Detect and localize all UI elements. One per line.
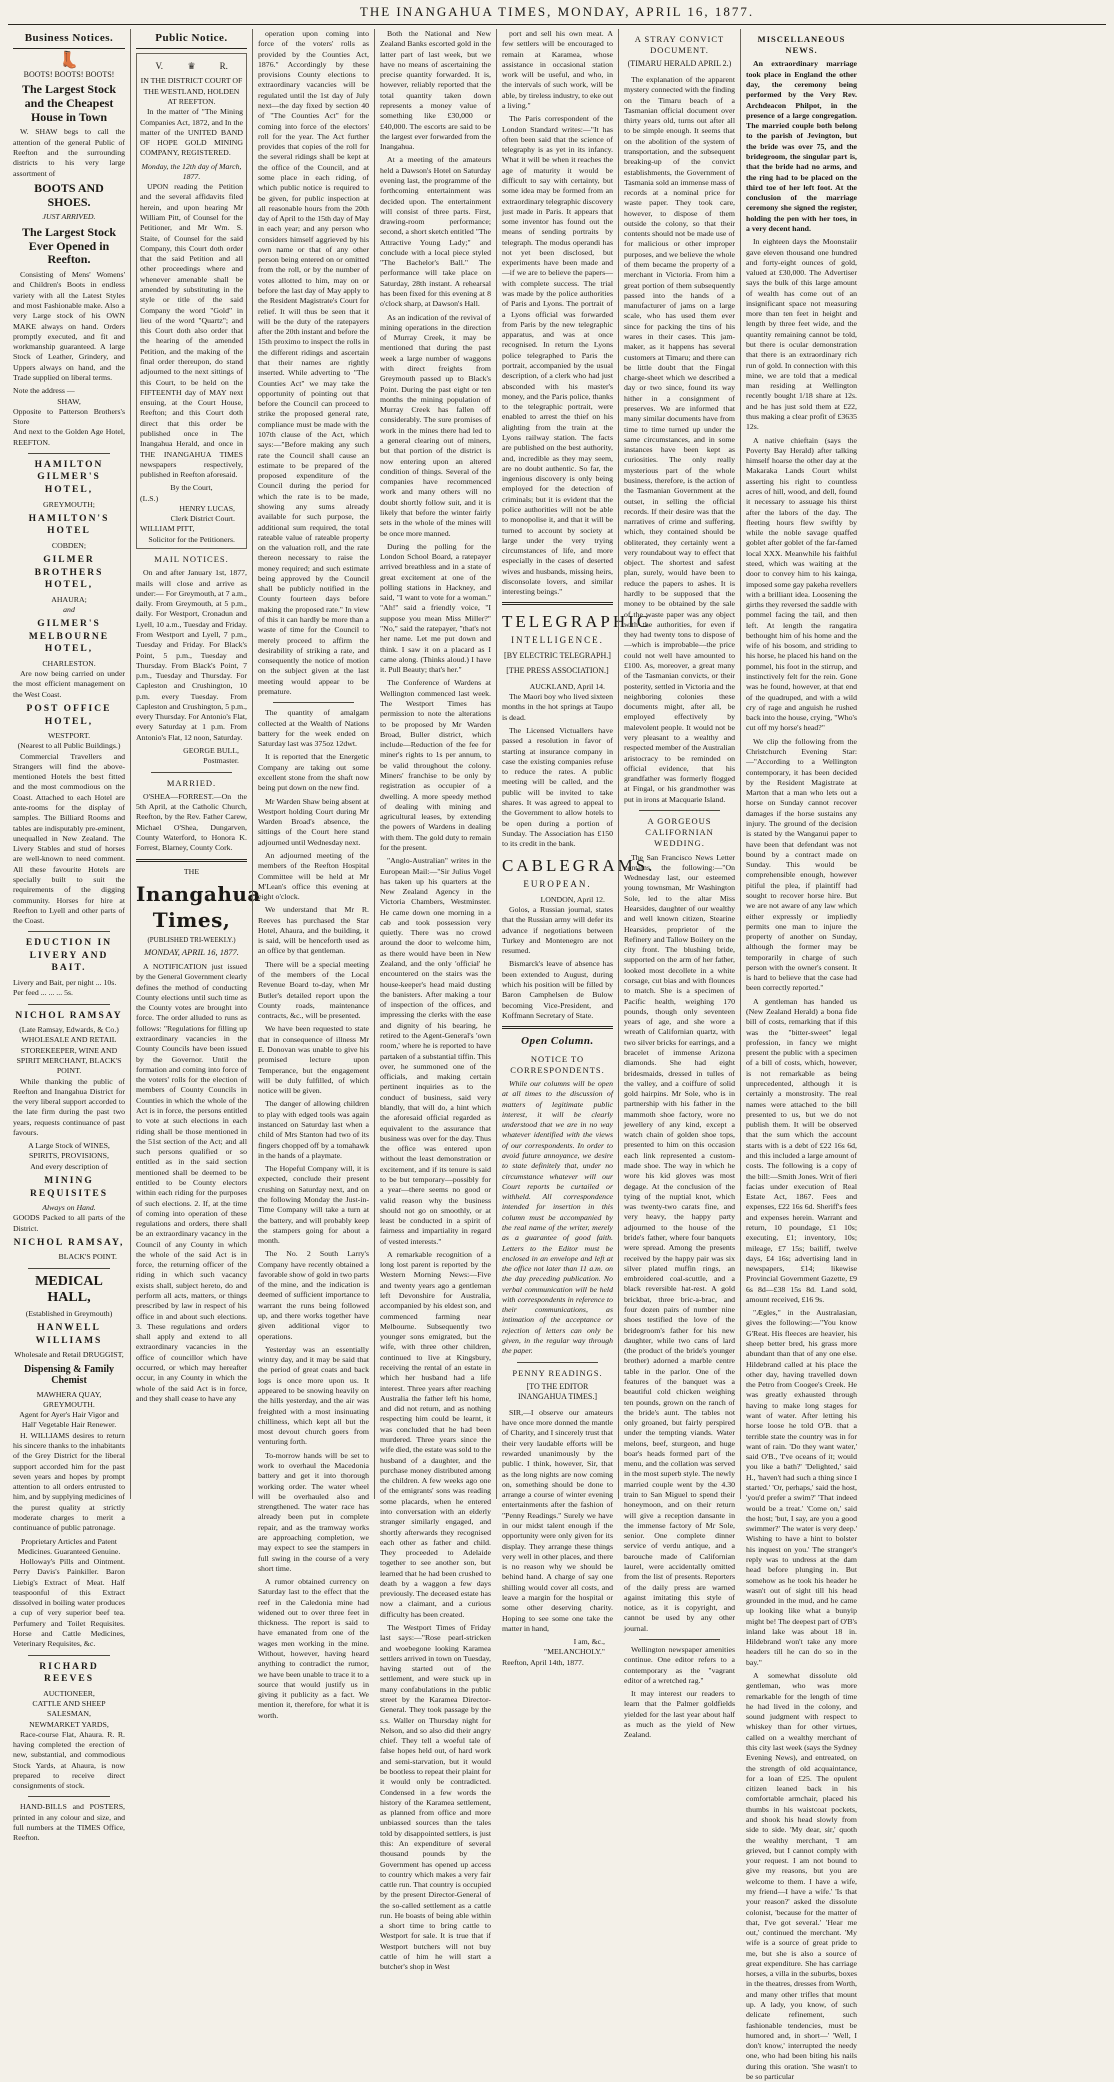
news-item: As an indication of the revival of mining operations in the direction of Murray Creek, it may be mentioned that during the past week a large number of waggons with direct freights from Greymouth passed up to Black's Point. During the past eight or ten months the mining population of Murray Creek has fallen off considerably. The sure promises of work in the mines there had led to a general clearing out of miners, but that portion of the district is now entering upon an altered condition of things. Several of the companies have recommenced work and many others will no doubt shortly follow suit, and it is likely that before the winter fairly sets in the whole of the mines will be once more manned.: [380, 312, 491, 538]
cablegram-item: Bismarck's leave of absence has been extended to August, during which his position will be filled by Baron Camphelsen de Bulow becoming Vice-President, and Koffmann Secretary of State.: [502, 959, 613, 1020]
cablegram-item: Golos, a Russian journal, states that the Russian army will defer its advance if negotiations between Turkey and Montenegro are not resumed.: [502, 904, 613, 956]
boot-icon: 👢: [59, 51, 79, 69]
news-item: The Westport Times of Friday last says:—"Rose pearl-stricken and woebegone looking Karamea settlers arrived in town on Tuesday, having started out of the settlement, and were stuck up in many confabulations in the public street by the Karamea Director-General. They took passage by the s.s. Waller on Thursday night for Nelson, and so also did their angry chief. They tell a woeful tale of false hopes held out, of hard work and semi-starvation, but it would be bootless to repeat their plaint for it would only be contradicted. Condensed in a few words the history of the Karamea settlement, as planned from office and more unbiassed sources than the tales told by disappointed settlers, is just this: An expenditure of several thousand pounds by the Government has opened up access to country which makes a very fair cattle run. That country is occupied by the present Director-General of the so-called settlement as a cattle run. He boasts of being able within a short time to bring cattle to Westport for sale. It is true that if Westport butchers will not buy cattle of him he will start a butcher's shop in West: [380, 1623, 491, 1972]
divider: [28, 1004, 110, 1005]
reeves-body: Race-course Flat, Ahaura. R. R. having completed the erection of new, substantial, and commodious Stock Yards, at Ahaura, is now prepared to receive direct consignments of stock.: [13, 1729, 125, 1791]
nameplate: Inangahua Times,: [136, 881, 261, 933]
news-item: We clip the following from the Christchurch Evening Star:—"According to a Wellington contemporary, it has been decided by the Resident Magistrate at Marton that a man who lets out a horse on Sunday cannot recover damages if the horse sustains any injury. The ground of the decision is stated by the Wanganui paper to have been that defendant was not bound by a contract made on Sunday. This would be comprehensible enough, however pitiful the plea, if plaintiff had sought to recover horse hire. But we are not aware of any law which either expressly or impliedly permits one man to injure the property of another on Sunday, although the former may be temporarily in charge of such person with the owner's consent. It is hard to believe that the case had been correctly reported.": [746, 736, 857, 993]
telegraphic-dateline: AUCKLAND, April 14.: [529, 681, 605, 691]
court-date: Monday, the 12th day of March, 1877.: [141, 161, 242, 181]
boots-headline-2: The Largest Stock Ever Opened in Reefton.: [22, 224, 116, 267]
hotel-1-place: GREYMOUTH;: [43, 499, 95, 509]
divider: [639, 810, 720, 811]
court-matter: In the matter of "The Mining Companies Act, 1872, and In the matter of the UNITED BAND OF HOPE GOLD MINING COMPANY, REGISTERED.: [140, 107, 243, 158]
telegraphic-press: [THE PRESS ASSOCIATION.]: [506, 666, 609, 676]
medical-hall-agent: Agent for Ayer's Hair Vigor and Hall' Vegetable Hair Renewer.: [19, 1410, 119, 1430]
news-item: The Hopeful Company will, it is expected, conclude their present crushing on Saturday next, and on the following Monday the Just-in-Time Company will take a turn at the battery, and will probably keep the stampers going for about a month.: [258, 1164, 369, 1246]
boots-list: Consisting of Mens' Womens' and Children's Boots in endless variety with all the Latest Styles and most Fashionable make. Also a very Large stock of his OWN MAKE always on hand. Orders promptly executed, and fit and workmanship guaranteed. A large Stock of Leather, Grindery, and Uppers always on hand, and the Trade supplied on liberal terms.: [13, 270, 125, 382]
cablegrams-subheading: EUROPEAN.: [523, 878, 592, 889]
news-item: Both the National and New Zealand Banks escorted gold in the latter part of last week, but we have no means of ascertaining the precise quantity forwarded. It is, however, reliably reported that the total quantity taken down represents a money value of something like £30,000 or £40,000. The escorts are said to be the largest ever forwarded from the Inangahua.: [380, 29, 491, 152]
livery-line-2: Per feed ... ... ... 5s.: [13, 988, 73, 998]
medical-hall-body: H. WILLIAMS desires to return his sincere thanks to the inhabitants of the Grey District for the liberal support accorded him for the past seven years and hopes by prompt attention to all orders entrusted to him, and by supplying medicines of the purest quality at strictly moderate charges to merit a continuance of public patronage.: [13, 1430, 125, 1533]
hotel-2-place: COBDEN;: [51, 540, 87, 550]
boots-note: Note the address —: [13, 386, 75, 396]
news-item: The No. 2 South Larry's Company have recently obtained a favorable show of gold in two parts of the mine, and the indication is deemed of sufficient importance to warrant the runs being followed up, and there works together have given additional vigor to operations.: [258, 1249, 369, 1341]
post-office-hotel-note: (Nearest to all Public Buildings.): [17, 741, 121, 751]
public-notice-heading: Public Notice.: [136, 31, 247, 49]
column-1: [8, 29, 130, 1843]
stray-convict-heading: A STRAY CONVICT DOCUMENT.: [634, 34, 725, 56]
seal-r: R.: [219, 60, 228, 71]
post-office-hotel-name: POST OFFICE HOTEL,: [26, 704, 112, 727]
reeves-role: AUCTIONEER,: [43, 1688, 95, 1698]
married-body: O'SHEA—FORREST.—On the 5th April, at the Catholic Church, Reefton, by the Rev. Father Carew, Michael O'Shea, Dungarven, County Waterford, to Honora K. Forrest, Blarney, County Cork.: [136, 791, 247, 853]
cablegrams-dateline: LONDON, April 12.: [540, 894, 605, 904]
post-office-hotel-body: Commercial Travellers and Strangers will find the above-mentioned Hotels the best fitted and the most commodious on the Coast. Attached to each Hotel are ante-rooms for the display of samples. The Billiard Rooms and tables are indisputably pre-eminent, unequalled in New Zealand. The Livery Stables and stud of horses are well-known to need comment. All these favourite Hotels are specially built to suit the requirements of the digging community. Horses for hire at Reefton to Lyell and other parts of the Coast.: [13, 751, 125, 926]
divider: [517, 1362, 598, 1363]
cablegrams-heading: CABLEGRAMS.: [502, 856, 656, 876]
medical-hall-est: (Established in Greymouth): [25, 1308, 113, 1318]
news-item: A gentleman has handed us (New Zealand Herald) a bona fide bill of costs, remarking that if this was the "bitter-sweet" legal profession, in fancy we might present the public with a specimen of a bill of costs, which, however, is not remarkable as being unprecedented, although it is certainly a monstrosity. The real names were attached to the bill presented to us, but we do not publish them. It will be observed that the sum which the account starts with is a debt of £22 16s 6d, and this included a large amount of costs. The following is a copy of the bill:—Smith Jones. Writ of fieri facias under execution of Real Estate Act, 1867. Fees and expenses, £22 16s 6d. Sheriff's fees and expenses herein. Warrant and return, 10 poundage, £1 10s; executing, £1; inventory, 10s; mileage, £7 15s; bailiff, twelve days, £4 16s; advertising land in newspapers, £14; likewise Provincial Government Gazette, £9 6s 8d—£38 15s 8d. Land sold, amount received, £16 9s.: [746, 996, 857, 1304]
medical-hall-town: GREYMOUTH.: [43, 1399, 95, 1409]
news-item: At a meeting of the amateurs held a Dawson's Hotel on Saturday evening last, the programme of the forthcoming entertainment was decided upon. The entertainment will consist of three parts. First, drawing-room performance; second, a short sketch entitled "The Attractive Young Lady;" and conclude with a local piece styled "The Bachelor's Ball." The performance will take place on Saturday, 28th instant. A rehearsal has been fixed for this evening at 8 o'clock sharp, at Dawson's Hall.: [380, 155, 492, 309]
reeves-place: NEWMARKET YARDS,: [29, 1719, 109, 1729]
ramsay-name: NICHOL RAMSAY: [15, 1010, 123, 1021]
penny-readings-sign-1: I am, &c.,: [573, 1637, 605, 1647]
stray-convict-source: (TIMARU HERALD APRIL 2.): [627, 59, 732, 69]
reeves-trade: CATTLE AND SHEEP SALESMAN,: [32, 1698, 106, 1719]
married-heading: MARRIED.: [166, 777, 217, 788]
nameplate-published: (PUBLISHED TRI-WEEKLY.): [147, 935, 236, 944]
news-item: A somewhat dissolute old gentleman, who was more remarkable for the length of time he had lived in the colony, and sound judgment with respect to whiskey than for other virtues, called on a wealthy merchant of this city last week (says the Sydney Evening News), and entreated, on the strength of old acquaintance, for a loan of £25. The opulent citizen leaned back in his comfortable armchair, placed his thumbs in his waistcoat pockets, and shook his head slowly from side to side. 'My dear, sir,' quoth the wealthy merchant, 'I am grieved, but I cannot comply with your request. I am not bound to give my reasons, but you are welcome to them. I have a wife, my friend—I have a wife.' 'Is that your reason?' asked the dissolute colonist, 'because for the matter of that, I've got several.' 'Hear me out,' continued the merchant. 'My wife is a source of great pride to me, but she is also a source of great expenditure. She has carriage horses, a villa in the suburbs, boxes in the theatres, dresses from Worth, and many other trifles that mount up. A lady, you know, of such delicate refinement, such fashionable tendencies, must be humored and, in short—' 'Well, I don't know,' interrupted the needy one, who had been biting his nails during this oration. 'She wasn't to be so particular: [746, 1671, 857, 2081]
divider: [502, 602, 613, 605]
court-title: IN THE DISTRICT COURT OF THE WESTLAND, HOLDEN AT REEFTON.: [140, 76, 243, 106]
news-item: port and sell his own meat. A few settlers will be encouraged to remain at Karamea, whose assistance in occasional station work will be useful, and who, in the intervals of such work, will be able, by tireless industry, to eke out a living.": [502, 29, 613, 110]
medical-hall-proprietary: Proprietary Articles and Patent Medicines. Guaranteed Genuine.: [17, 1536, 121, 1556]
leading-article: A NOTIFICATION just issued by the General Government clearly defines the method of conducting County elections until such time as the County votes are brought into force. The order alluded to runs as follows: "Regulations for filling up extraordinary vacancies in the County Councils have been issued by the Governor. Until the formation and coming into force of the voters' rolls for the election of members of County Councils in Counties in which the whole of the Act is in force, the persons entitled to vote at such elections in each riding shall be those mentioned in the 51st section of the Act; and all such persons qualified or so entitled as in the said section mentioned shall be deemed to be entitled to be County electors within each riding for the purposes of such elections. 2. If, at the time of coming into operation of these regulations and orders, there shall be an extraordinary vacancy in the Council of any County in which the whole of the said Act is in force, the returning officer of the riding in which such vacancy exists shall, subject hereto, do and perform all acts, matters, or things prescribed by law in respect of his office in and about such elections. 3. These regulations and orders shall apply and extend to all extraordinary vacancies in the office of councillor which have occurred, or which may hereafter occur, in any County in which the whole of the said Act is in force, and they shall cease to have any: [136, 962, 247, 1403]
column-4: [374, 29, 496, 1972]
mail-notices-body: On and after January 1st, 1877, mails will close and arrive as under:— For Greymouth, at 7 a.m., daily. From Greymouth, at 5 p.m., daily. For Westport, Cronadun and Lyell, 10 a.m., Tuesday and Friday. From Westport and Lyell, 7 p.m., Tuesday and Friday. For Black's Point, 5 p.m., Tuesday and Thursday. From Black's Point, 7 p.m., Tuesday and Thursday. For Capleston and Crushington, 10 p.m. every Tuesday. From Capleston and Crushington, 5 p.m., every Thursday. For Antonio's Flat, every Saturday at 1 p.m. From Antonio's Flat, 12 noon, Saturday.: [136, 568, 247, 742]
boots-item: BOOTS AND SHOES.: [34, 180, 104, 209]
penny-readings-to: [TO THE EDITOR INANGAHUA TIMES.]: [518, 1381, 597, 1402]
news-item: "Anglo-Australian" writes in the European Mail:—"Sir Julius Vogel has taken up his quarters at the New Zealand Agency in the Victoria Chambers, Westminster. He came down one morning in a cab and took possession very quietly. There was no crowd around the door to welcome him, as there would have been in New Zealand, and the only 'official' he encountered on the stairs was the house-keeper's head maid dusting the banisters. After making a tour of inspection of the offices, and impressing the clerks with the ease and dignity of his bearing, he retired to the Agent-General's 'own room,' where he is reported to have partaken of a substantial tiffin. This over, he summoned one of the officials, and making certain pertinent inquiries as to the conduct of business, said very blandly, that will do, a hint which the aforesaid official regarded as equivalent to the assurance that business was over for the day. Thus the office was entered upon without the least demonstration or excitement, and if its tenure is said to be but temporary—possibly for a year—there seems no good or valid reason why the business should not go on smoothly, or at least be conducted in a spirit of fairness and impartiality in regard of vested interests.": [380, 856, 492, 1246]
ramsay-signature: NICHOL RAMSAY,: [13, 1237, 125, 1248]
ramsay-signature-place: BLACK'S POINT.: [58, 1252, 117, 1262]
seal-v: V.: [155, 60, 164, 71]
edition-date: MONDAY, APRIL 16, 1877.: [144, 946, 239, 957]
court-notice: [136, 53, 247, 550]
ramsay-late: (Late Ramsay, Edwards, & Co.): [19, 1025, 119, 1035]
telegraphic-subheading: INTELLIGENCE.: [511, 634, 604, 645]
news-item: We have been requested to state that in consequence of illness Mr E. Donovan was unable to give his promised lecture upon Temperance, but the engagement will be duly fulfilled, of which notice will be given.: [258, 1024, 369, 1096]
hotel-3-name: GILMER BROTHERS HOTEL,: [34, 555, 104, 591]
livery-line-1: Livery and Bait, per night ... 10s.: [13, 978, 117, 987]
court-clerk: HENRY LUCAS,: [179, 503, 235, 513]
livery-advertisement: [13, 937, 125, 998]
notice-to-correspondents-heading: NOTICE TO CORRESPONDENTS.: [510, 1053, 605, 1075]
court-solicitor: WILLIAM PITT,: [140, 524, 195, 534]
news-item: The Conference of Wardens at Wellington commenced last week. The Westport Times has permission to note the alterations to be proposed by Mr Warden Broad, Buller district, which include—Reduction of the fee for miner's rights to 1s per annum, to be valid throughout the colony. Miners' franchise to be only by registration as occupier of a dwelling. A more speedy method of dealing with mining and agricultural leases, by extending the powers of Wardens in dealing with them. The gold duty to remain for the present.: [380, 678, 491, 852]
medical-hall-heading: MEDICAL HALL,: [35, 1273, 103, 1305]
royal-seal: [140, 61, 243, 73]
ramsay-every: And every description of: [30, 1161, 108, 1171]
news-item: During the polling for the London School Board, a ratepayer arrived breathless and in a state of great excitement at one of the polling stations in Hackney, and said, "I want to vote for a woman." "Ah!" said a friendly voice, "I suppose you mean Miss Miller?" "No," said the ratepayer, "that's not her name. Let me put down and think. I saw it on a placard as I came along. (Thinks aloud.) I have it. Pull Beauty; that's her.": [380, 541, 491, 675]
hotel-4-place: CHARLESTON.: [42, 658, 96, 668]
divider: [28, 1268, 110, 1269]
news-item: Wellington newspaper amenities continue. One editor refers to a contemporary as the "vagrant editor of a wretched rag.": [624, 1644, 735, 1685]
medical-hall-name: HANWELL WILLIAMS: [35, 1323, 103, 1346]
column-5: [496, 29, 656, 1667]
mail-notices-signature-role: Postmaster.: [203, 756, 239, 766]
penny-readings-letter: SIR,—I observe our amateurs have once more donned the mantle of Charity, and I sincerely trust that their very laudable efforts will be rewarded unanimously by the public. I think, however, Sir, that as the long nights are now coming on, something should be done to arrange a course of winter evening entertainments after the fashion of "Penny Readings." Surely we have in our midst talent enough if the opportunity were only given for its display. They arrange these things very well in other places, and there is no reason why we should be behind hand. A charge of say one shilling would cover all costs, and leave a margin for the hospital or some other deserving charity. Hoping to see some one take the matter in hand,: [502, 1407, 613, 1633]
ramsay-advertisement: [13, 1010, 125, 1263]
hotels-advertisement: [13, 459, 125, 927]
hotel-2-name: HAMILTON'S HOTEL: [28, 513, 110, 537]
columns: [8, 29, 1106, 2081]
column-3: [252, 29, 374, 1720]
stray-convict-body: The explanation of the apparent mystery connected with the finding on the Timaru beach of a Tasmanian official document over thirty years old, turns out after all to be simple enough. It seems that on the abolition of the system of transportation, and the subsequent breaking-up of the convict establishments, the Government of Tasmania sold an immense mass of records at a nominal price for waste paper. They took care, however, to dispose of them outside the colony, so that their contents should not be made use of for malicious or other improper purposes, and we believe the whole of them became the property of a merchant in Victoria. From him a great portion of them subsequently passed into the hands of a manufacturer of jams on a large scale, who has used them ever since for packing the tins of his wares in their cases. This jam-maker, as it happens has several customers at Timaru; and there can be little doubt that the Fingal charge-sheet which we described a day or two since, found its way hither in a consignment of preserves. We are informed that many similar documents have from time to time turned up under the same circumstances, and in some instances have been kept as curiosities. The only really mysterious part of the whole business, therefore, is the action of the Tasmanian Government at the outset, in selling the official records. If their desire was that the narratives of crime and suffering, which, they contained should be obliterated, they certainly went a very roundabout way to effect that object. The shortest and safest plan, surely, would have been to reduce the papers to ashes. It is hardly to be supposed that the money to be obtained by the sale of the waste paper was any object with the authorities, for even if they had twenty tons to dispose of—which is improbable—the price could not well have amounted to £100. As, moreover, a great many of the Tasmanian convicts, or their posterity, settled in Victoria and the neighboring colonies these documents might, after all, be employed effectively by malevolent people. It would not be very pleasant to a wealthy and respected member of the Australian aristocracy to be reminded on official evidence, that his grandfather was formerly flogged at Fingal, or his grandmother was put in irons at Macquarie Island.: [624, 74, 735, 804]
masthead: THE INANGAHUA TIMES, MONDAY, APRIL 16, 1877.: [8, 4, 1106, 25]
court-by: By the Court,: [170, 483, 213, 493]
boots-headline: The Largest Stock and the Cheapest House in Town: [22, 82, 116, 124]
boots-body: W. SHAW begs to call the attention of the general Public of Reefton and the surrounding districts to his very large assortment of: [13, 127, 125, 178]
reeves-advertisement: [13, 1661, 125, 1792]
post-office-hotel-place: WESTPORT.: [47, 731, 91, 741]
news-item: An extraordinary marriage took place in England the other day, the ceremony being performed by the Very Rev. Archdeacon Philpot, in the presence of a large congregation. The married couple both belong to the parish of Jevington, but the bride was over 75, and the bridegroom, the singular part is, that the bride had no arms, and the ring had to be placed on the third toe of her left foot. At the conclusion of the marriage ceremony she signed the register, holding the pen with her toes, in a very decent hand.: [746, 59, 857, 233]
hotel-4-name: GILMER'S MELBOURNE HOTEL,: [28, 619, 110, 655]
news-item: There will be a special meeting of the members of the Local Revenue Board to-day, when Mr Butler's detailed report upon the County roads, maintenance contracts, &c., will be presented.: [258, 959, 369, 1021]
crown-icon: ♛: [187, 60, 196, 71]
news-item: A remarkable recognition of a long lost parent is reported by the Western Morning News:—Five and twenty years ago a gentleman left Devonshire for Australia, accompanied by his eldest son, and commenced farming near Melbourne. Subsequently two younger sons emigrated, but the wife, with three other children, continued to live at Kingsbury, receiving the rental of an estate in which her husband had a life interest. Three years after reaching Australia the father left his home, and did not return, and as nothing respecting him could be learnt, it was concluded that he had been murdered. Three years since the wife died, the estate was sold to the husband of a daughter, and the purchase money distributed among the children. A few weeks ago one of the emigrants' sons was reading some placards, when he entered into conversation with an elderly stranger similarly engaged, and shortly afterwards they recognised each other as father and child. They proceeded to Adelaide together to see another son, but learned that he had been crushed to death by a waggon a few days previously. The deceased estate has now a claimant, and a curious difficulty has been created.: [380, 1249, 491, 1619]
nameplate-the: THE: [183, 866, 200, 876]
boots-arrived: JUST ARRIVED.: [42, 212, 96, 222]
divider: [28, 1655, 110, 1656]
hotel-1-name: HAMILTON GILMER'S HOTEL,: [34, 459, 104, 495]
telegram-item: The Maori boy who lived sixteen months in the hot springs at Taupo is dead.: [502, 692, 613, 722]
ramsay-stock: A Large Stock of WINES, SPIRITS, PROVISIONS,: [28, 1141, 110, 1161]
news-item: It may interest our readers to learn that the Palmer goldfields yielded for the last year about half as much as the yield of New Zealand.: [624, 1689, 735, 1740]
boots-address-3: And next to the Golden Age Hotel, REEFTON.: [13, 427, 125, 447]
reeves-name: RICHARD REEVES: [39, 1661, 99, 1685]
column-7: [740, 29, 862, 2081]
article-counties-act: operation upon coming into force of the voters' rolls as provided by the Counties Act, 1876." Accordingly by these provisions County elections to extraordinary vacancies will be regulated until the 1st day of July next—the day fixed by section 40 of "The Counties Act" for the coming into force of the electors' roll for the year. The Act further provides that copies of the roll for the several ridings shall be kept at the office of the Council, and at some place in each riding, of which public notice is required to be given, for public inspection at all reasonable hours from the 20th day of April to the 15th day of May in each year; and any person who considers himself aggrieved by his own name or that of any other person being entered on or omitted from the roll, or by the number of votes allotted to him, may on or before the last day of May apply to the Resident Magistrate's Court for relief. It will thus be seen that it will be the duty of the ratepayers after the 20th instant and before the 15th proximo to inspect the rolls in the different ridings and ascertain that their names are rightly inserted. While adverting to "The Counties Act" we may take the opportunity of pointing out that before the Council can proceed to strike the proposed general rate, compliance must be made with the 107th clause of the Act, which says:—"Before making any such rate the Council shall cause an estimate to be prepared of the proposed expenditure of the Council during the period for which the rate is to be made, showing any sums already available for such purpose, the additional sum required, the total rateable value of rateable property on the valuation roll, and the rate thereon necessary to raise the money required; and such estimate being approved by the Council shall be publicly notified in the County fourteen days before making the proposed rate." In view of this it can hardly be more than a waste of time for the Council to merely proceed to affirm the desirability of striking a rate, and consequently the notice of motion on the subject given at the last meeting would appear to be premature.: [258, 29, 369, 696]
news-item: It is reported that the Energetic Company are taking out some excellent stone from the shaft now being put down on the new find.: [258, 752, 369, 793]
handbills-advertisement: HAND-BILLS and POSTERS, printed in any colour and size, and full numbers at the TIMES Office, Reefton.: [13, 1802, 125, 1843]
court-clerk-role: Clerk District Court.: [170, 514, 235, 524]
divider: [28, 453, 110, 454]
column-6: [618, 29, 740, 1740]
medical-hall-dispensing: Dispensing & Family Chemist: [23, 1363, 114, 1387]
news-item: An adjourned meeting of the members of the Reefton Hospital Committee will be held at Mr M'Lean's office this evening at eight o'clock.: [258, 850, 369, 902]
ramsay-body: While thanking the public of Reefton and Inangahua District for the very liberal support accorded to the late firm during the past two years, requests continuance of past favours.: [13, 1076, 125, 1137]
mail-notices-signature: GEORGE BULL,: [183, 746, 239, 756]
medical-hall-list: Holloway's Pills and Ointment. Perry Davis's Painkiller. Baron Liebig's Extract of Meat. Half teaspoonful of this Extract dissolved in boiling water produces a cup of very superior beef tea. Perfumery and Toilet Requisites. Horse and Cattle Medicines, Veterinary Requisites, &c.: [13, 1557, 125, 1649]
news-item: Mr Warden Shaw being absent at Westport holding Court during Mr Warden Broad's absence, the sittings of the Court here stand adjourned until Wednesday next.: [258, 796, 369, 847]
divider: [502, 1026, 613, 1029]
hotels-body: Are now being carried on under the most efficient management on the West Coast.: [13, 669, 125, 699]
mail-notices-heading: MAIL NOTICES.: [154, 554, 229, 565]
hotel-3-place: AHAURA;: [51, 594, 87, 604]
telegraphic-by: [BY ELECTRIC TELEGRAPH.]: [504, 650, 611, 660]
court-order: UPON reading the Petition and the several affidavits filed herein, and upon hearing Mr William Pitt, of Counsel for the Petitioner, and Mr Wm. S. Staite, of Counsel for the said Company, this Court doth order that the said Petition and all other proceedings where and whenever amenable shall be amended by substituting in the style or title of the said Company the word "Gold" in lieu of the word "Quartz"; and this Court doth also order that the hearing of the amended Petition, and the making of the final order thereupon, do stand adjourned to the next sittings of this Court, to be held on the FIFTEENTH day of MAY next ensuing, at the Court House, Reefton; and this Court doth direct that this order be published once in The Inangahua Herald, and once in THE INANGAHUA TIMES newspapers respectively, published in Reefton aforesaid.: [140, 182, 243, 480]
news-item: "Ægles," in the Australasian, gives the following:—"You know G'Reat. His fleeces are heavier, his sheep better bred, his grass more abundant than that of any one else. Hildebrand called at his place the other day, having travelled down the Petro from Coogee's Creek. He was greatly exhausted through having to make long stages for want of water. After letting his horse loose he told O'B. that a terrible state the country was in for want of rain. 'Do they want water,' said O'B., 'I've oceans of it; would you like a bath?' 'Delighted,' said H., 'haven't had such a thing since I started.' 'Or, perhaps,' said the host, 'you'd prefer a swim?' 'That indeed would be a treat.' 'Come on,' said the host; 'but, I say, are you a good swimmer?' The water is very deep.' Wishing to have a hint to bolster his inquest on you.' The stranger's reply was to undress at the dam head before plunging in. But somehow as he took his header he wasn't out of sight till his head grounded in the mud, and he came up looking like what a bunyip might be! The deepest part of O'B's inland lake was about 18 in. Hildebrand won't take any more headers till he can do so in the bay.": [746, 1308, 857, 1667]
ramsay-goods: GOODS Packed to all parts of the District.: [13, 1213, 125, 1233]
penny-readings-date: Reefton, April 14th, 1877.: [502, 1657, 584, 1667]
telegraphic-heading: TELEGRAPHIC: [502, 612, 652, 632]
wedding-body: The San Francisco News Letter contains the following:—"On Wednesday last, our esteemed young townsman, Mr Washington Sole, led to the altar Miss Hearsides, daughter of our wealthy and well known citizen, Stearine Hearsides, proprietor of the Refinery and Tallow Boilery on the city front. The blushing bride, supported on the arm of her father, looked most decollete in a white corsage, cut bias and with flounces to match. She is a specimen of Pacific health, weighing 170 pounds, though only seventeen years of age, and she wore a wreath of Californian quartz, with two silver bricks for earrings, and a bracelet of immense Arizona diamonds. She had eight bridesmaids, dressed in tulles of the valley, and a coiffure of solid gold hairpins. Mr Sole, who is in partnership with his father in the mammoth shoe factory, wore no jewellery of any kind, except a watch chain of golden shoe tops, presented to him on this occasion each link represented a custom-made shoe. The way in which he wore his kid gloves was most degage. At the conclusion of the tying of the nuptial knot, which was twenty-two carats fine, and very heavy, the happy party adjourned to the house of the bride's father, where four banquets were spread. Among the presents received by the happy pair was six silver plated muffin rings, an embroidered coal-scuttle, and a black reversible hat-rest. A gold brickbat, three bric-a-brac, and four dozen pairs of number nine shoes testified the love of the bridegroom's father for his new daughter, while two cans of lard (the product of the bride's younger brother) adorned a marble centre table in the parlor. One of the features of the banquet was a beautiful cold chicken weighing ten pounds, grown on the ranch of the bride's aunt. The tables not only groaned, but fairly perspired under the tempting viands. Water melons, beef, sturgeon, and huge boar's heads formed part of the menu, and the collation was served in the most superb style. The newly married couple went by the 4.30 train to San Miguel to spend their honeymoon, and on their return will give a reception dansante in the immense factory of Mr Sole, senior. One complete dinner service of verdu antique, and a barouche made of Californian laurel, were accidentally omitted from the list of presents. Reporters of the daily press are warned against imitating this style of notice, as it is copyright, and cannot be used by any other journal.: [624, 852, 735, 1633]
open-column-heading: Open Column.: [521, 1035, 594, 1048]
penny-readings-sign-2: "MELANCHOLY.": [543, 1647, 605, 1657]
column-2: [130, 29, 261, 1499]
penny-readings-heading: PENNY READINGS.: [512, 1367, 603, 1378]
news-item: Yesterday was an essentially wintry day, and it may be said that the period of great coats and back logs is once more upon us. It appeared to be snowing heavily on the hills yesterday, and the air was freighted with a most insinuating chilliness, which kept all but the most devout church goers from venturing forth.: [258, 1344, 369, 1447]
hotels-and: and: [63, 605, 75, 614]
divider: [639, 1639, 720, 1640]
divider: [273, 702, 354, 703]
news-item: We understand that Mr R. Reeves has purchased the Star Hotel, Ahaura, and the building, it is said, will be henceforth used as an office by that gentleman.: [258, 905, 369, 956]
medical-hall-advertisement: [13, 1274, 125, 1650]
news-item: A rumor obtained currency on Saturday last to the effect that the reef in the Caledonia mine had widened out to over three feet in thickness. The report is said to have emanated from one of the wages men working in the mine. Without, however, having heard anything to contradict the rumor, we have been unable to trace it to a source that would justify us in giving it publicity as a fact. We mention it, therefore, for what it is worth.: [258, 1577, 369, 1720]
news-item: The danger of allowing children to play with edged tools was again instanced on Saturday last when a child of Mrs Stanton had two of its fingers chopped off by a tomahawk in the hands of a playmate.: [258, 1099, 369, 1160]
medical-hall-quay: MAWHERA QUAY,: [36, 1389, 102, 1399]
boots-advertisement: [13, 53, 125, 448]
news-item: To-morrow hands will be set to work to overhaul the Macedonia battery and get it into thorough working order. The water wheel will be overhauled also and strengthened. The water race has already been put in complete repair, and as the tramway works are approaching completion, we may expect to see the stampers in full swing in the course of a very short time.: [258, 1450, 369, 1573]
news-item: A native chieftain (says the Poverty Bay Herald) after talking himself hoarse the other day at the Makaraka Lands Court whilst asserting his right to countless acres of hill, wood, and dell, found it necessary to assuage his thirst after the labors of the day. The fleeting hours flew swiftly by while the noble savage quaffed goblet after goblet of the far-famed local XXX. Meanwhile his faithful steed, which was waiting at the door to convey him to his kainga, imposed some gay pakeha revellers with a brilliant idea. Loosening the girths they reversed the saddle with pommel facing the tail, and then left. At length the rangatira bethought him of his home and the wife of his bosom, and striding to his horse, he placed his hand on the pommel, his foot in the stirrup, and instinctively felt for the rein. Gone was he found, however, at that end of the quadruped, and with a wild cry of rage and anguish he rushed back into the house, crying, "Who's cut off my horse's head?": [746, 435, 857, 733]
medical-hall-role: Wholesale and Retail DRUGGIST,: [14, 1350, 124, 1360]
boots-address-1: SHAW,: [57, 396, 81, 406]
notice-to-correspondents-body: While our columns will be open at all times to the discussion of matters of legitimate public interest, it will be clearly understood that we are in no way whatever identified with the views of our correspondents. In order to avoid future annoyance, we desire to state definitely that, under no circumstance whatever will our Court reports be curtailed or withheld. All correspondence intended for insertion in this column must be accompanied by the real name of the writer, merely as a guarantee of good faith. Letters to the Editor must be enclosed in an envelope and left at the office not later than 11 a.m. on the day preceding publication. No verbal communication will be held with correspondents in reference to their communications, as intimation of the acceptance or rejection of letters can only be given, in the regular way through the paper.: [502, 1079, 613, 1356]
divider: [136, 859, 247, 862]
court-solicitor-role: Solicitor for the Petitioners.: [148, 534, 235, 544]
divider: [28, 1796, 110, 1797]
divider: [151, 772, 232, 773]
telegram-item: The Licensed Victuallers have passed a resolution in favor of starting at insurance company in case the existing companies refuse to reduce the rates. A public meeting will be called, and the public will be invited to take shares. It was agreed to appeal to the Government to allow hotels to be open during a portion of Sunday. The Association has £150 to its credit in the bank.: [502, 726, 613, 849]
business-notices-heading: Business Notices.: [13, 31, 125, 49]
news-item: In eighteen days the Moonstaiir gave eleven thousand one hundred and forty-eight ounces of gold, valued at £30,000. The Advertiser says the bulk of this large amount of wealth has come out of an insignificant space not measuring more than ten feet in height and length by three feet wide, and the quantity remaining cannot be told, but there is ocular demonstration that there is an extraordinary rich run of gold. In connection with this mine, we are told that a medical man residing at Wellington recently bought 1/18 share at 12s. and he has just sold them at £22, thus making a clear profit of £3635 12s.: [746, 237, 857, 432]
boots-address-2: Opposite to Patterson Brothers's Store: [13, 406, 125, 427]
ramsay-requisites: MINING REQUISITES: [29, 1176, 109, 1199]
news-item: The Paris correspondent of the London Standard writes:—"It has often been said that the science of telegraphy is as yet in its infancy. What it will be when it reaches the age of maturity it would be difficult to say with certainty, but some idea may be formed from an extraordinary telegraphic discovery just made in Paris. It appears that some inventor has found out the means of sending portraits by telegraph. The modus operandi has not yet been disclosed, but experiments have been made and—if we are to believe the papers—with complete success. The trial was made by the police authorities of Paris and Lyons. The portrait of a Lyons official was forwarded from Paris by the new telegraphic apparatus, and was at once recognised. In return the Lyons police telegraphed to Paris the portrait, accompanied by the usual description, of a clerk who had just absconded with his master's money, and the Paris police, thanks to the telegraphic portrait, were enabled to arrest the thief on his alighting from the train at the Lyons railway station. The facts are published on the best authority, and, incredible as they may seem, are no doubt authentic. So far, the ingenious discovery is only being employed for the detection of criminals; but it is evident that the police authorities will not be able to monopolise it, and that it will be turned to account by society at large under the very trying circumstances of life, and more especially in the cases of deserted wives and husbands, missing heirs, disconsolate lovers, and similar interesting beings.": [502, 114, 613, 597]
ramsay-always: Always on Hand.: [42, 1203, 96, 1213]
wedding-heading: A GORGEOUS CALIFORNIAN WEDDING.: [645, 815, 714, 849]
livery-heading: EDUCTION IN LIVERY AND BAIT.: [25, 938, 113, 974]
news-item: The quantity of amalgam collected at the Wealth of Nations battery for the week ended on Saturday last was 375oz 12dwt.: [258, 708, 369, 749]
boots-cry: BOOTS! BOOTS! BOOTS!: [23, 69, 115, 79]
miscellaneous-news-heading: MISCELLANEOUS NEWS.: [757, 34, 846, 56]
ramsay-trade: WHOLESALE AND RETAIL STOREKEEPER, WINE AND SPIRIT MERCHANT, BLACK'S POINT.: [16, 1035, 122, 1076]
court-ls: (L.S.): [140, 493, 159, 503]
divider: [28, 931, 110, 932]
